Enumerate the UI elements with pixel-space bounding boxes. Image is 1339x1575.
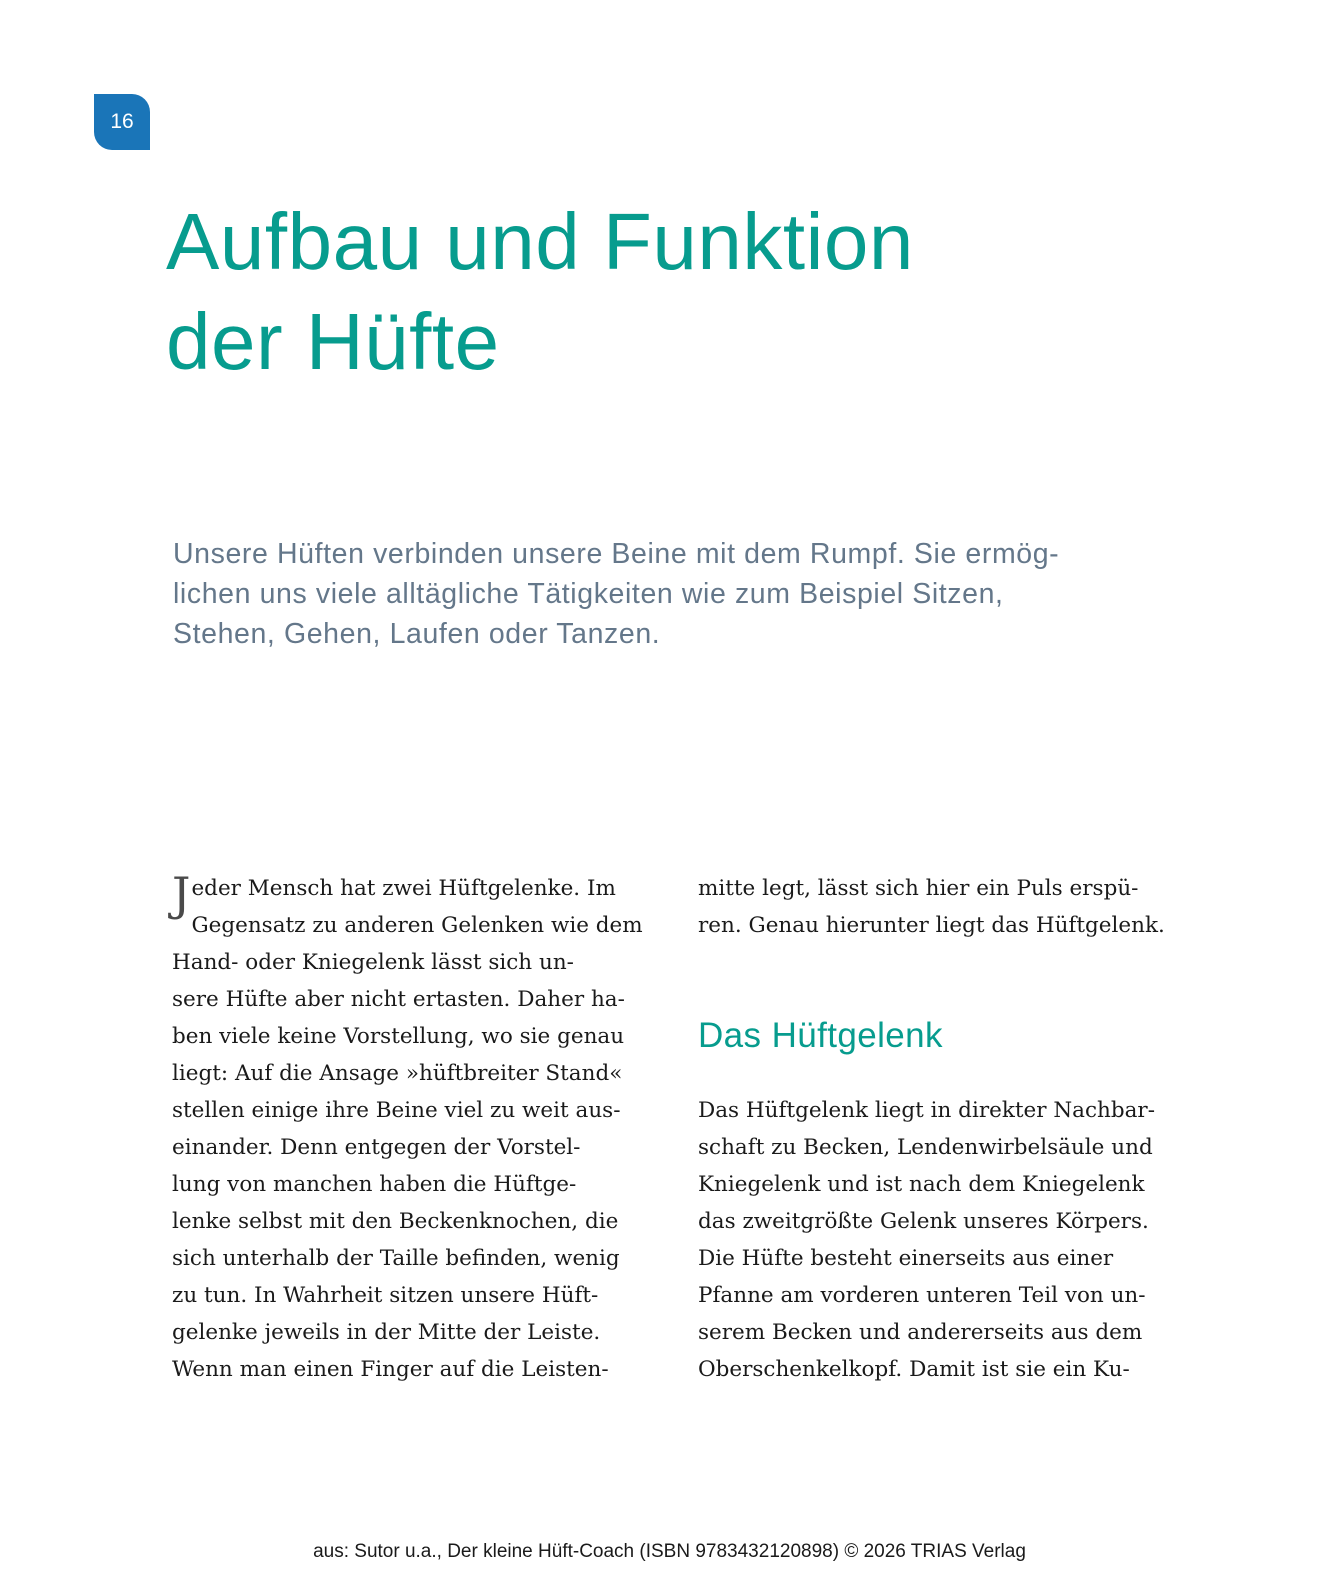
body-line: eder Mensch hat zwei Hüftgelenke. Im <box>191 876 616 901</box>
drop-cap: J <box>172 867 191 921</box>
body-line: lenke selbst mit den Beckenknochen, die <box>172 1209 619 1234</box>
intro-line: Unsere Hüften verbinden unsere Beine mit dem Rumpf. Sie ermög- <box>173 538 1060 570</box>
body-line: serem Becken und andererseits aus dem <box>698 1320 1143 1345</box>
intro-paragraph <box>173 534 1173 654</box>
body-line: lung von manchen haben die Hüftge- <box>172 1172 577 1197</box>
body-column-left <box>172 867 643 1388</box>
body-line: Pfanne am vorderen unteren Teil von un- <box>698 1283 1146 1308</box>
body-line: gelenke jeweils in der Mitte der Leiste. <box>172 1320 601 1345</box>
body-line: sich unterhalb der Taille befinden, wenig <box>172 1246 620 1271</box>
section-heading: Das Hüftgelenk <box>698 1016 943 1055</box>
chapter-title-line: der Hüfte <box>166 297 500 386</box>
body-line: sere Hüfte aber nicht ertasten. Daher ha- <box>172 987 625 1012</box>
body-line: stellen einige ihre Beine viel zu weit aus- <box>172 1098 621 1123</box>
body-line: einander. Denn entgegen der Vorstel- <box>172 1135 581 1160</box>
body-column-right-section <box>698 1092 1178 1388</box>
source-footer: aus: Sutor u.a., Der kleine Hüft-Coach (ISBN 9783432120898) © 2026 TRIAS Verlag <box>313 1541 1026 1562</box>
chapter-title-line: Aufbau und Funktion <box>166 197 914 286</box>
chapter-title <box>166 192 1166 392</box>
body-line: Hand- oder Kniegelenk lässt sich un- <box>172 950 574 975</box>
intro-line: Stehen, Gehen, Laufen oder Tanzen. <box>173 618 661 650</box>
body-line: Gegensatz zu anderen Gelenken wie dem <box>191 913 643 938</box>
body-line: das zweitgrößte Gelenk unseres Körpers. <box>698 1209 1149 1234</box>
page-number-badge <box>94 94 150 150</box>
body-line: Die Hüfte besteht einerseits aus einer <box>698 1246 1114 1271</box>
body-line: liegt: Auf die Ansage »hüftbreiter Stand« <box>172 1061 623 1086</box>
body-line: zu tun. In Wahrheit sitzen unsere Hüft- <box>172 1283 599 1308</box>
body-line: Kniegelenk und ist nach dem Kniegelenk <box>698 1172 1145 1197</box>
body-line: Oberschenkelkopf. Damit ist sie ein Ku- <box>698 1357 1130 1382</box>
body-line: Wenn man einen Finger auf die Leisten- <box>172 1357 609 1382</box>
page-number: 16 <box>110 110 134 133</box>
body-line: schaft zu Becken, Lendenwirbelsäule und <box>698 1135 1153 1160</box>
body-line: mitte legt, lässt sich hier ein Puls erspü- <box>698 876 1139 901</box>
intro-line: lichen uns viele alltägliche Tätigkeiten wie zum Beispiel Sitzen, <box>173 578 1004 610</box>
body-column-right-top <box>698 870 1178 944</box>
body-line: ben viele keine Vorstellung, wo sie genau <box>172 1024 625 1049</box>
body-line: ren. Genau hierunter liegt das Hüftgelenk. <box>698 913 1165 938</box>
body-line: Das Hüftgelenk liegt in direkter Nachbar- <box>698 1098 1155 1123</box>
